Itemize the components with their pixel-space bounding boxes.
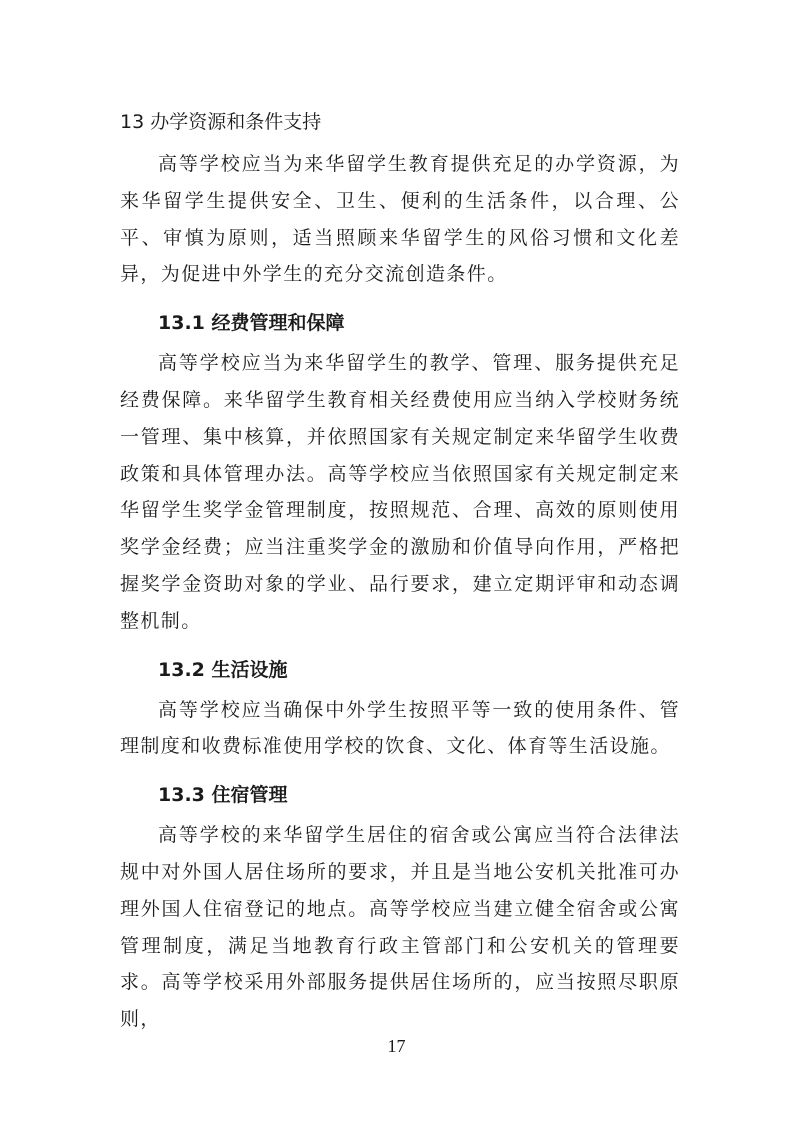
subsection-title-accommodation: 13.3 住宿管理	[158, 784, 288, 807]
subsection-body-funding: 高等学校应当为来华留学生的教学、管理、服务提供充足经费保障。来华留学生教育相关经费使用应当纳入学校财务统一管理、集中核算，并依照国家有关规定制定来华留学生收费政策和具体管理办法。高等学校应当依照国家有关规定制定来华留学生奖学金管理制度，按照规范、合理、高效的原则使用奖学金经费；应当注重奖学金的激励和价值导向作用，严格把握奖学金资助对象的学业、品行要求，建立定期评审和动态调整机制。	[120, 352, 680, 632]
page-number: 17	[387, 1036, 406, 1056]
subsection-title-funding: 13.1 经费管理和保障	[158, 312, 345, 335]
subsection-title-living-facilities: 13.2 生活设施	[158, 658, 288, 681]
subsection-body-living-facilities: 高等学校应当确保中外学生按照平等一致的使用条件、管理制度和收费标准使用学校的饮食、文化、体育等生活设施。	[120, 698, 680, 758]
subsection-body-accommodation: 高等学校的来华留学生居住的宿舍或公寓应当符合法律法规中对外国人居住场所的要求，并且是当地公安机关批准可办理外国人住宿登记的地点。高等学校应当建立健全宿舍或公寓管理制度，满足当地教育行政主管部门和公安机关的管理要求。高等学校采用外部服务提供居住场所的，应当按照尽职原则，	[120, 824, 680, 1031]
page-content	[120, 104, 680, 1038]
section-intro-paragraph: 高等学校应当为来华留学生教育提供充足的办学资源，为来华留学生提供安全、卫生、便利的生活条件，以合理、公平、审慎为原则，适当照顾来华留学生的风俗习惯和文化差异，为促进中外学生的充分交流创造条件。	[120, 153, 680, 286]
section-title: 13 办学资源和条件支持	[120, 111, 322, 133]
